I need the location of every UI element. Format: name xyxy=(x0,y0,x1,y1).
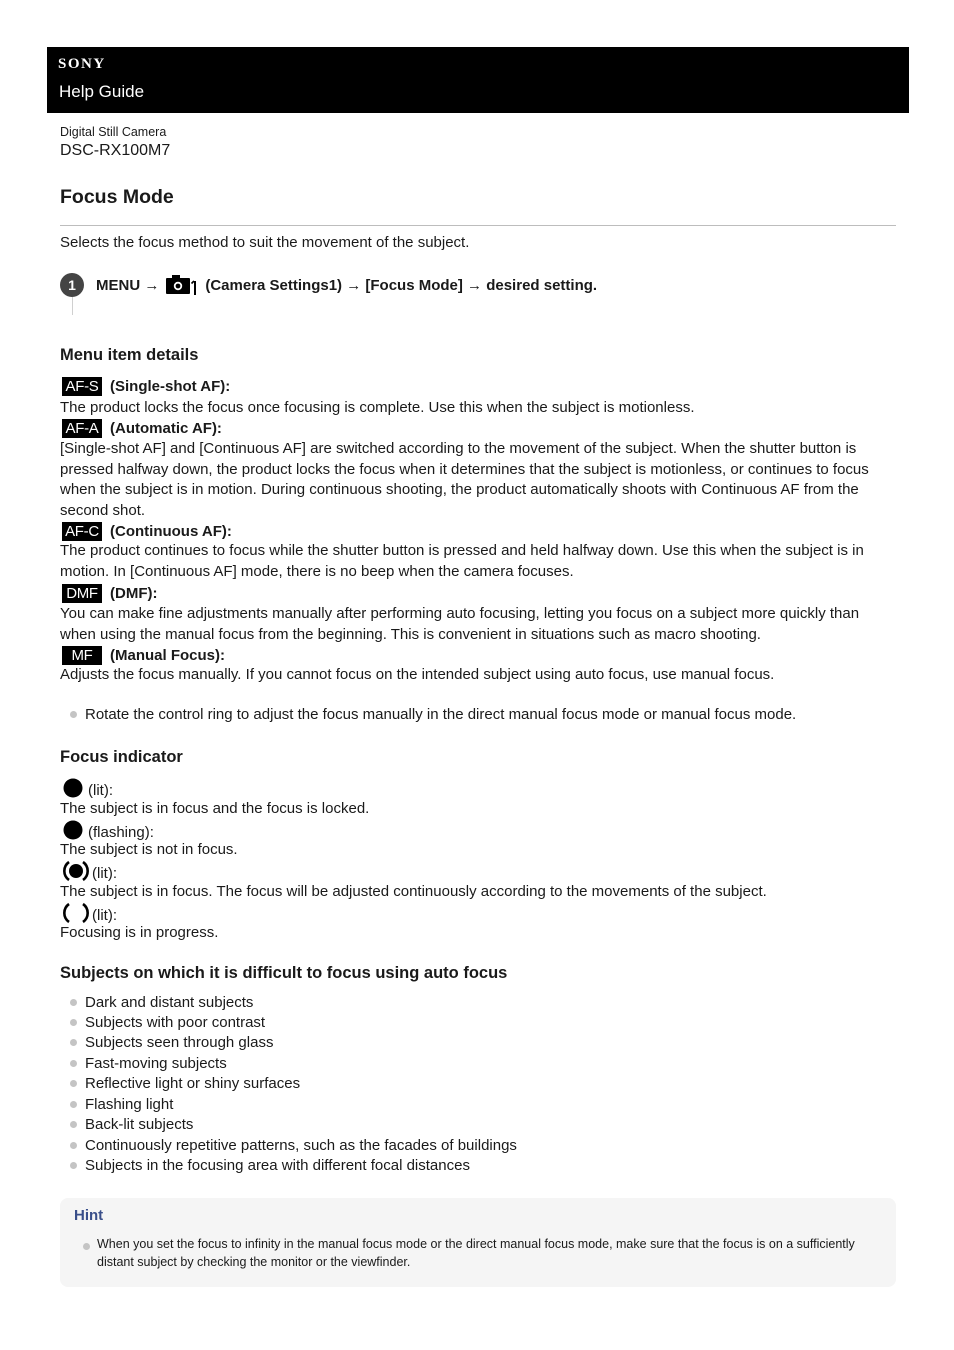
indicator-desc: The subject is in focus and the focus is locked. xyxy=(60,800,370,817)
list-item-text: Continuously repetitive patterns, such as the facades of buildings xyxy=(85,1137,517,1154)
step-menu-text: MENU → xyxy=(96,276,160,294)
menu-item-desc: Adjusts the focus manually. If you cannot focus on the intended subject using auto focus, use manual focus. xyxy=(60,666,775,683)
menu-item-afc xyxy=(62,521,232,542)
step-connector xyxy=(72,297,73,315)
product-model: DSC-RX100M7 xyxy=(60,142,171,159)
indicator-desc: Focusing is in progress. xyxy=(60,924,219,941)
list-item xyxy=(70,1116,193,1133)
difficult-subjects-heading: Subjects on which it is difficult to focus using auto focus xyxy=(60,964,508,982)
hint-title: Hint xyxy=(74,1207,104,1224)
menu-item-label: (Manual Focus): xyxy=(110,647,225,664)
list-item xyxy=(70,1014,265,1031)
bullet-icon xyxy=(70,1121,77,1128)
menu-item-afa xyxy=(62,418,222,439)
list-item-text: Fast-moving subjects xyxy=(85,1055,227,1072)
brand-logo[interactable]: SONY xyxy=(58,56,106,72)
bullet-icon xyxy=(70,1080,77,1087)
bullet-icon xyxy=(83,1243,90,1250)
indicator-label: (lit): xyxy=(92,906,117,924)
indicator-desc: The subject is in focus. The focus will be adjusted continuously according to the movements of the subject. xyxy=(60,883,767,900)
afs-badge-icon: AF-S xyxy=(62,377,102,396)
menu-item-dmf xyxy=(62,583,157,604)
bullet-icon xyxy=(70,711,77,718)
step-rest-text: (Camera Settings1) → [Focus Mode] → desired setting. xyxy=(205,276,598,294)
page-title: Focus Mode xyxy=(60,186,174,208)
indicator-label: (lit): xyxy=(92,864,117,882)
header-bar xyxy=(47,47,909,113)
list-item xyxy=(70,1096,173,1113)
bullet-icon xyxy=(70,1101,77,1108)
bullet-icon xyxy=(70,1060,77,1067)
menu-item-desc: The product locks the focus once focusing is complete. Use this when the subject is motionless. xyxy=(60,399,695,416)
camera-settings1-icon xyxy=(166,274,202,296)
menu-item-mf xyxy=(62,645,225,666)
bullet-icon xyxy=(70,1019,77,1026)
list-item xyxy=(70,1075,300,1092)
list-item xyxy=(70,1157,470,1174)
list-item xyxy=(70,706,796,723)
help-guide-title[interactable]: Help Guide xyxy=(59,82,145,101)
menu-item-desc: The product continues to focus while the shutter button is pressed and held halfway down. Use this when the subject is in motion. In [Continuous AF] mode, there is no beep when the camera focuses. xyxy=(60,542,864,580)
step-1 xyxy=(60,270,900,300)
menu-item-afs xyxy=(62,376,230,397)
indicator-label: (flashing): xyxy=(88,823,154,841)
list-item-text: Subjects in the focusing area with different focal distances xyxy=(85,1157,470,1174)
menu-details-heading: Menu item details xyxy=(60,346,199,364)
step-instruction xyxy=(96,274,597,296)
menu-item-desc: [Single-shot AF] and [Continuous AF] are switched according to the movement of the subject. When the shutter button is pressed halfway down, the product locks the focus when it determines that the subject is motionless, or continues to focus when the subject is in motion. During continuous shooting, the product automatically shoots with Continuous AF from the second shot. xyxy=(60,440,869,519)
bullet-icon xyxy=(70,1162,77,1169)
list-item-text: Subjects seen through glass xyxy=(85,1034,274,1051)
bullet-icon xyxy=(70,999,77,1006)
indicator-label: (lit): xyxy=(88,781,113,799)
menu-item-label: (Single-shot AF): xyxy=(110,378,231,395)
bullet-icon xyxy=(70,1142,77,1149)
list-item-text: Flashing light xyxy=(85,1096,174,1113)
focus-indicator-heading: Focus indicator xyxy=(60,748,183,766)
list-item-text: Subjects with poor contrast xyxy=(85,1014,266,1031)
hint-text: When you set the focus to infinity in the manual focus mode or the direct manual focus mode, make sure that the focus is on a sufficiently distant subject by checking the monitor or the viewfinder. xyxy=(97,1237,855,1269)
list-item-text: Back-lit subjects xyxy=(85,1116,194,1133)
dmf-badge-icon: DMF xyxy=(62,584,102,603)
menu-item-label: (Continuous AF): xyxy=(110,523,232,540)
title-divider xyxy=(60,225,896,226)
list-item xyxy=(70,1137,517,1154)
note-text: Rotate the control ring to adjust the focus manually in the direct manual focus mode or manual focus mode. xyxy=(85,706,797,723)
list-item xyxy=(70,994,253,1011)
menu-item-label: (DMF): xyxy=(110,585,158,602)
list-item xyxy=(70,1055,227,1072)
list-item-text: Reflective light or shiny surfaces xyxy=(85,1075,301,1092)
list-item-text: Dark and distant subjects xyxy=(85,994,254,1011)
product-category: Digital Still Camera xyxy=(60,125,167,139)
page-intro: Selects the focus method to suit the movement of the subject. xyxy=(60,234,470,251)
hint-box xyxy=(60,1198,896,1287)
indicator-desc: The subject is not in focus. xyxy=(60,841,238,858)
bullet-icon xyxy=(70,1039,77,1046)
menu-item-label: (Automatic AF): xyxy=(110,420,222,437)
afc-badge-icon: AF-C xyxy=(62,522,102,541)
list-item xyxy=(70,1034,273,1051)
afa-badge-icon: AF-A xyxy=(62,419,102,438)
step-number: 1 xyxy=(60,273,84,297)
menu-item-desc: You can make fine adjustments manually after performing auto focusing, letting you focus on a subject more quickly than when using the manual focus from the beginning. This is convenient in situations such as macro shooting. xyxy=(60,605,860,643)
mf-badge-icon: MF xyxy=(62,646,102,665)
